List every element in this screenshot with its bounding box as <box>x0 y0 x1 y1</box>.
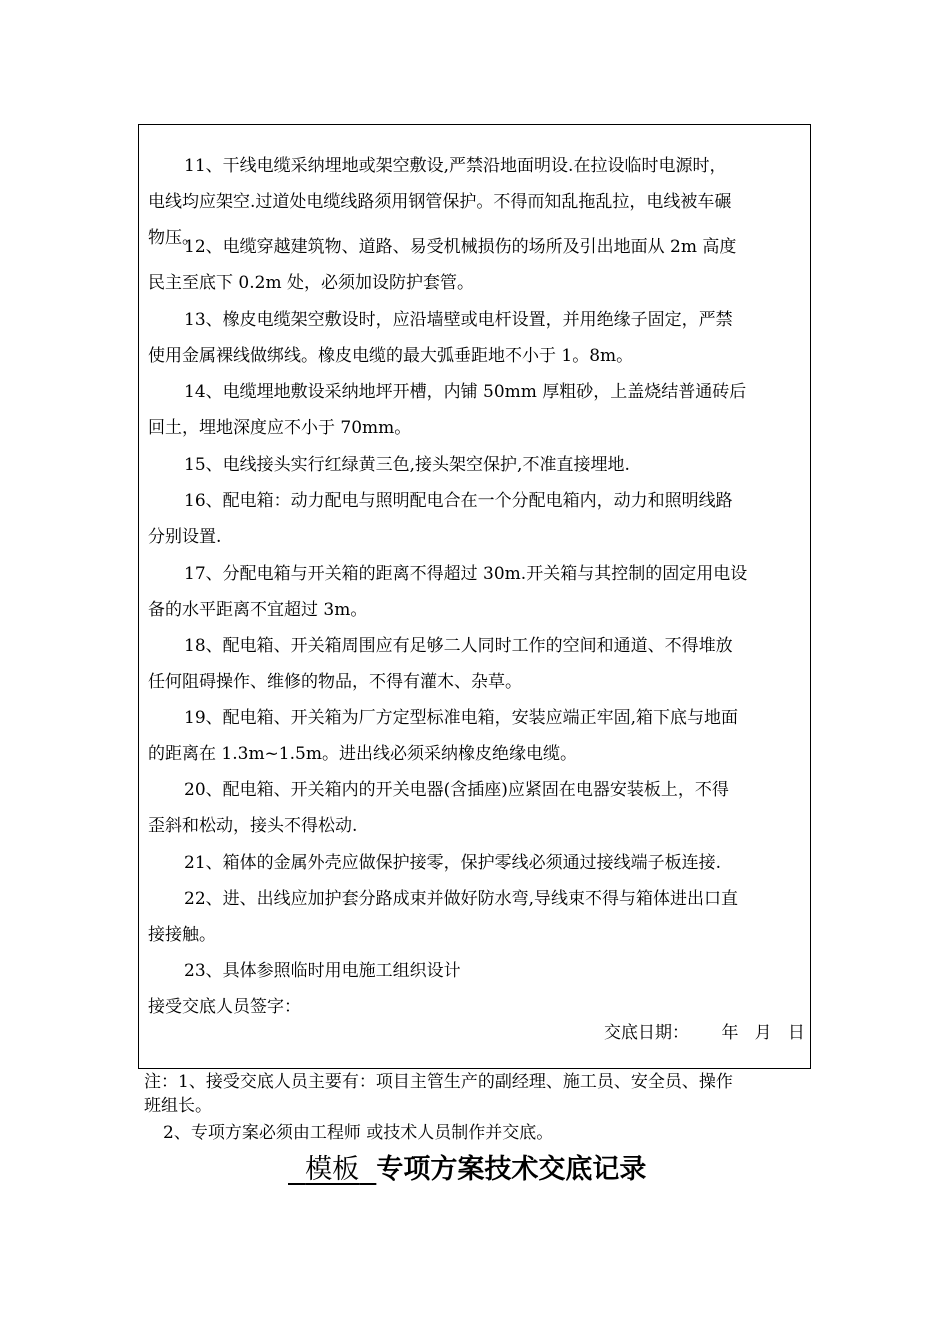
date-month: 月 <box>754 1023 772 1043</box>
clause-17 <box>148 556 808 628</box>
clause-line: 回土，埋地深度应不小于 70mm。 <box>148 418 412 438</box>
clause-15 <box>148 447 808 483</box>
clause-line: 接接触。 <box>148 925 216 945</box>
clause-19 <box>148 700 808 772</box>
clause-line: 13、橡皮电缆架空敷设时，应沿墙壁或电杆设置，并用绝缘子固定，严禁 <box>184 310 733 330</box>
clause-line: 19、配电箱、开关箱为厂方定型标准电箱，安装应端正牢固,箱下底与地面 <box>184 708 739 728</box>
clause-22 <box>148 881 808 953</box>
note-line-3: 2、专项方案必须由工程师 或技术人员制作并交底。 <box>163 1123 554 1143</box>
title-blank <box>288 1154 376 1185</box>
clause-line: 物压。 <box>148 228 199 248</box>
clause-line: 备的水平距离不宜超过 3m。 <box>148 600 368 620</box>
clause-12 <box>148 229 808 301</box>
document-title <box>288 1150 646 1190</box>
clause-line: 任何阻碍操作、维修的物品，不得有灌木、杂草。 <box>148 672 522 692</box>
clause-line: 民主至底下 0.2m 处，必须加设防护套管。 <box>148 273 474 293</box>
clause-line: 17、分配电箱与开关箱的距离不得超过 30m.开关箱与其控制的固定用电设 <box>184 564 748 584</box>
clause-line: 23、具体参照临时用电施工组织设计 <box>184 961 461 981</box>
clause-line: 电线均应架空.过道处电缆线路须用钢管保护。不得而知乱拖乱拉，电线被车碾 <box>148 192 732 212</box>
clause-line: 20、配电箱、开关箱内的开关电器(含插座)应紧固在电器安装板上，不得 <box>184 780 729 800</box>
clause-line: 11、干线电缆采纳埋地或架空敷设,严禁沿地面明设.在拉设临时电源时， <box>184 156 727 176</box>
clause-line: 12、电缆穿越建筑物、道路、易受机械损伤的场所及引出地面从 2m 高度 <box>184 237 737 257</box>
clause-14 <box>148 374 808 446</box>
clause-21 <box>148 845 808 881</box>
clause-line: 的距离在 1.3m~1.5m。进出线必须采纳橡皮绝缘电缆。 <box>148 744 577 764</box>
clause-line: 22、进、出线应加护套分路成束并做好防水弯,导线束不得与箱体进出口直 <box>184 889 739 909</box>
clause-13 <box>148 302 808 374</box>
clause-line: 21、箱体的金属外壳应做保护接零，保护零线必须通过接线端子板连接. <box>184 853 722 873</box>
note-line-1: 注：1、接受交底人员主要有：项目主管生产的副经理、施工员、安全员、操作 <box>144 1072 733 1092</box>
clause-line: 使用金属裸线做绑线。橡皮电缆的最大弧垂距地不小于 1。8m。 <box>148 346 634 366</box>
clause-20 <box>148 772 808 844</box>
title-blank-text: 模板 <box>305 1154 360 1185</box>
clause-18 <box>148 628 808 700</box>
clause-line: 18、配电箱、开关箱周围应有足够二人同时工作的空间和通道、不得堆放 <box>184 636 733 656</box>
clause-line: 16、配电箱：动力配电与照明配电合在一个分配电箱内，动力和照明线路 <box>184 491 733 511</box>
clause-line: 歪斜和松动，接头不得松动. <box>148 816 358 836</box>
clause-16 <box>148 483 808 555</box>
title-text: 专项方案技术交底记录 <box>376 1154 647 1185</box>
note-line-2: 班组长。 <box>144 1096 212 1116</box>
clause-23 <box>148 953 808 989</box>
clause-line: 14、电缆埋地敷设采纳地坪开槽，内铺 50mm 厚粗砂，上盖烧结普通砖后 <box>184 382 747 402</box>
clause-line: 15、电线接头实行红绿黄三色,接头架空保护,不准直接埋地. <box>184 455 630 475</box>
signature-label: 接受交底人员签字： <box>148 997 301 1017</box>
handover-date <box>604 1018 805 1048</box>
date-day: 日 <box>787 1023 805 1043</box>
date-year: 年 <box>721 1023 739 1043</box>
date-label: 交底日期： <box>604 1023 689 1043</box>
clause-line: 分别设置. <box>148 527 222 547</box>
